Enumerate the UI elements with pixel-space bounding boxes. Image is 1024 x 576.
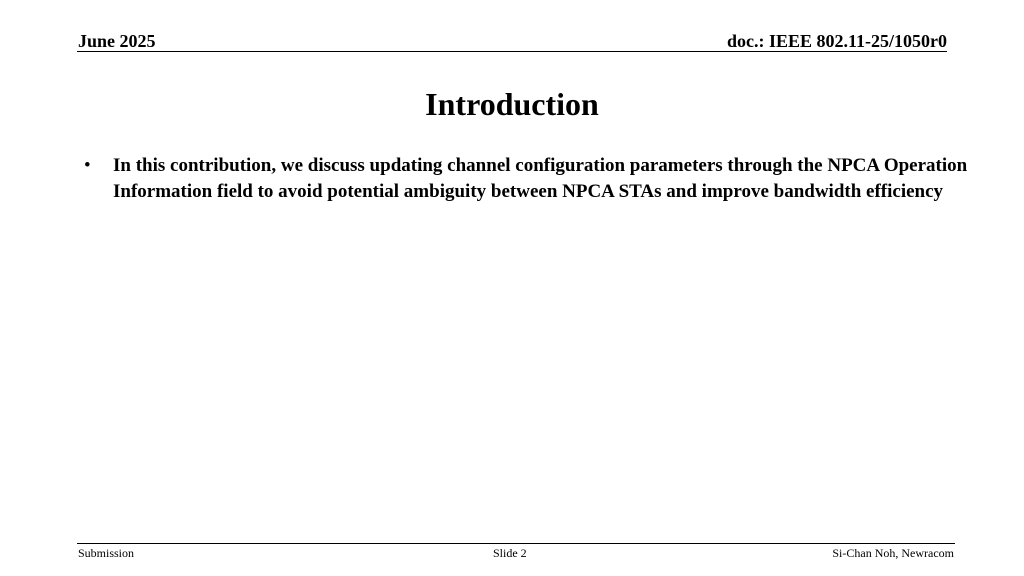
bullet-icon: • (84, 155, 91, 176)
footer-author: Si-Chan Noh, Newracom (832, 546, 954, 560)
bullet-text: In this contribution, we discuss updating channel configuration parameters through the NPCA Operation Information field to avoid potential ambiguity between NPCA STAs and improve bandwidth efficiency (113, 155, 968, 202)
bullet-item (82, 153, 982, 205)
footer-submission: Submission (78, 546, 135, 560)
header-doc-id: doc.: IEEE 802.11-25/1050r0 (726, 31, 947, 51)
footer-divider (77, 543, 955, 544)
footer-slide-number: Slide 2 (493, 546, 527, 560)
header-date: June 2025 (78, 31, 156, 51)
bullet-list (82, 153, 982, 205)
slide-title: Introduction (425, 86, 599, 122)
header-divider (77, 51, 947, 52)
